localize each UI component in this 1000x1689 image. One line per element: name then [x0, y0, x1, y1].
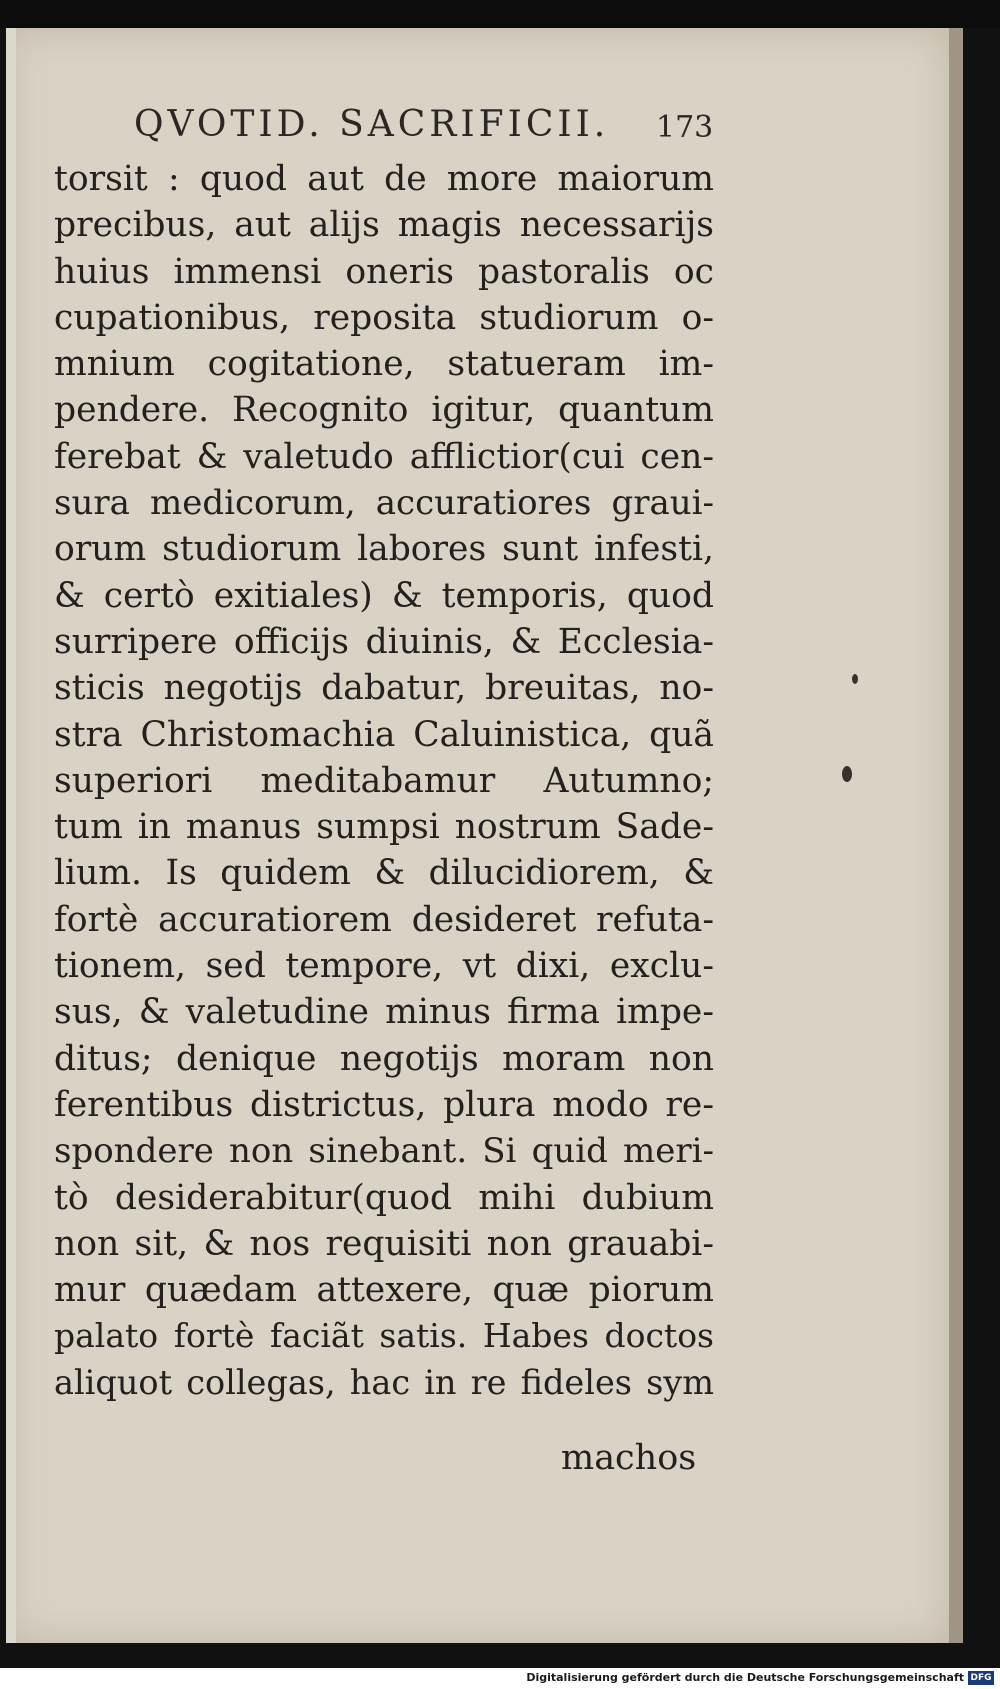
text-line: mnium cogitatione, statueram im-	[54, 344, 714, 385]
digitization-credit: Digitalisierung gefördert durch die Deutsche Forschungsgemeinschaft	[526, 1671, 964, 1684]
text-line: tò desiderabitur(quod mihi dubium	[54, 1177, 714, 1218]
text-line: & certò exitiales) & temporis, quod	[54, 575, 714, 616]
text-line: stra Christomachia Caluinistica, quã	[54, 714, 714, 755]
text-line: orum studiorum labores sunt infesti,	[54, 529, 714, 570]
text-line: non sit, & nos requisiti non grauabi-	[54, 1223, 714, 1264]
text-line: sus, & valetudine minus firma impe-	[54, 992, 714, 1033]
text-line: ferebat & valetudo afflictior(cui cen-	[54, 436, 714, 477]
credit-bar	[0, 1668, 1000, 1689]
text-line: surripere officijs diuinis, & Ecclesia-	[54, 621, 714, 662]
text-line: mur quædam attexere, quæ piorum	[54, 1270, 714, 1311]
text-line: superiori meditabamur Autumno;	[54, 760, 714, 801]
text-line: pendere. Recognito igitur, quantum	[54, 390, 714, 431]
text-block	[54, 156, 714, 1406]
text-line: palato fortè faciãt satis. Habes doctos	[54, 1316, 714, 1356]
book-page	[6, 28, 963, 1643]
page-number: 173	[656, 110, 714, 145]
text-line: tum in manus sumpsi nostrum Sade-	[54, 807, 714, 848]
text-line: cupationibus, reposita studiorum o-	[54, 297, 714, 338]
ink-spot	[852, 674, 858, 684]
text-line: fortè accuratiorem desideret refuta-	[54, 899, 714, 940]
running-head: QVOTID. SACRIFICII.	[134, 104, 610, 145]
catchword: machos	[561, 1438, 697, 1478]
text-line: ferentibus districtus, plura modo re-	[54, 1084, 714, 1125]
text-line: huius immensi oneris pastoralis oc	[54, 251, 714, 292]
text-line: ditus; denique negotijs moram non	[54, 1038, 714, 1079]
page-edge	[6, 28, 16, 1643]
text-line: sticis negotijs dabatur, breuitas, no-	[54, 668, 714, 709]
ink-spot	[842, 766, 852, 782]
dfg-logo: DFG	[968, 1671, 994, 1685]
text-line: aliquot collegas, hac in re fideles sym	[54, 1362, 714, 1402]
text-line: lium. Is quidem & dilucidiorem, &	[54, 853, 714, 894]
text-line: tionem, sed tempore, vt dixi, exclu-	[54, 946, 714, 987]
text-line: precibus, aut alijs magis necessarijs	[54, 205, 714, 246]
text-line: sura medicorum, accuratiores graui-	[54, 483, 714, 524]
scan-top-border	[0, 0, 1000, 28]
text-line: spondere non sinebant. Si quid meri-	[54, 1131, 714, 1172]
text-line: torsit : quod aut de more maiorum	[54, 159, 714, 199]
